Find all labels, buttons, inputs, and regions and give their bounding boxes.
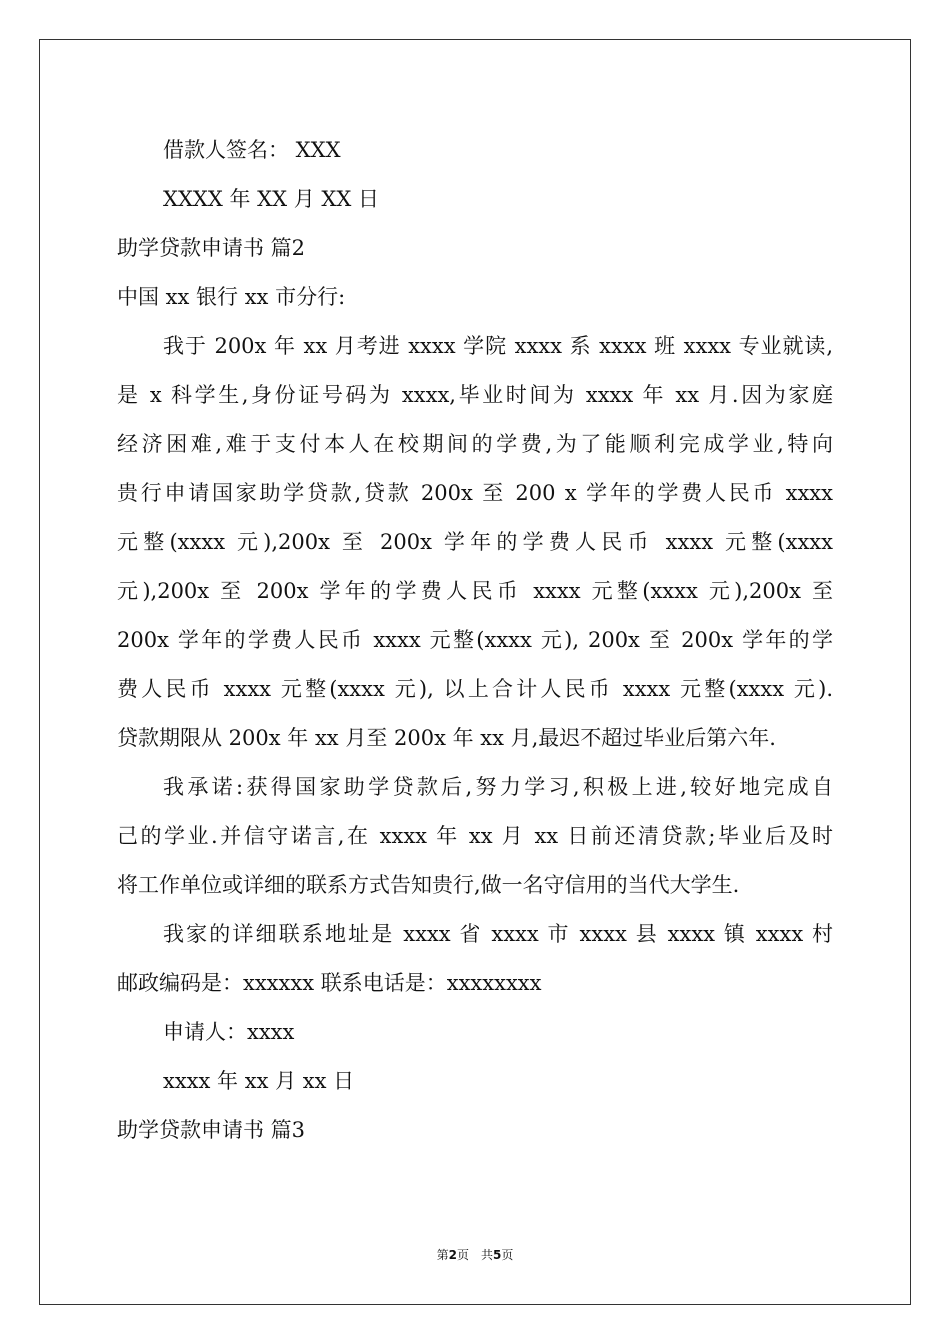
paragraph-line: 经济困难,难于支付本人在校期间的学费,为了能顺利完成学业,特向 <box>117 432 833 456</box>
page-footer <box>0 1246 950 1263</box>
page-mid: 页 共 <box>456 1248 493 1262</box>
paragraph-line: 贵行申请国家助学贷款,贷款 200x 至 200 x 学年的学费人民币 xxxx <box>117 481 833 505</box>
paragraph-line: 将工作单位或详细的联系方式告知贵行,做一名守信用的当代大学生. <box>117 873 740 897</box>
paragraph-line: 己的学业.并信守诺言,在 xxxx 年 xx 月 xx 日前还清贷款;毕业后及时 <box>117 824 833 848</box>
borrower-signature-line: 借款人签名： XXX <box>163 138 341 162</box>
date-line: XXXX 年 XX 月 XX 日 <box>163 187 379 211</box>
paragraph-line: 200x 学年的学费人民币 xxxx 元整(xxxx 元), 200x 至 200x 学年的学 <box>117 628 833 652</box>
date-line: xxxx 年 xx 月 xx 日 <box>163 1069 355 1093</box>
page-suffix: 页 <box>501 1248 514 1262</box>
document-body <box>117 126 833 1155</box>
paragraph-line: 我承诺:获得国家助学贷款后,努力学习,积极上进,较好地完成自 <box>163 775 833 799</box>
addressee: 中国 xx 银行 xx 市分行: <box>117 285 346 309</box>
paragraph-line: 费人民币 xxxx 元整(xxxx 元), 以上合计人民币 xxxx 元整(xxxx 元). <box>117 677 833 701</box>
paragraph-line: 邮政编码是：xxxxxx 联系电话是：xxxxxxxx <box>117 971 542 995</box>
paragraph-line: 元整(xxxx 元),200x 至 200x 学年的学费人民币 xxxx 元整(xxxx <box>117 530 833 554</box>
section-heading: 助学贷款申请书 篇3 <box>117 1118 306 1142</box>
page-prefix: 第 <box>436 1248 449 1262</box>
current-page-number: 2 <box>448 1248 457 1262</box>
paragraph-line: 是 x 科学生,身份证号码为 xxxx,毕业时间为 xxxx 年 xx 月.因为家庭 <box>117 383 833 407</box>
paragraph-line: 元),200x 至 200x 学年的学费人民币 xxxx 元整(xxxx 元),200x 至 <box>117 579 833 603</box>
total-page-count: 5 <box>493 1248 502 1262</box>
paragraph-line: 贷款期限从 200x 年 xx 月至 200x 年 xx 月,最迟不超过毕业后第六年. <box>117 726 776 750</box>
paragraph-line: 我家的详细联系地址是 xxxx 省 xxxx 市 xxxx 县 xxxx 镇 xxxx 村 <box>163 922 833 946</box>
section-heading: 助学贷款申请书 篇2 <box>117 236 306 260</box>
paragraph-line: 我于 200x 年 xx 月考进 xxxx 学院 xxxx 系 xxxx 班 xxxx 专业就读, <box>163 334 833 358</box>
applicant-line: 申请人：xxxx <box>163 1020 295 1044</box>
